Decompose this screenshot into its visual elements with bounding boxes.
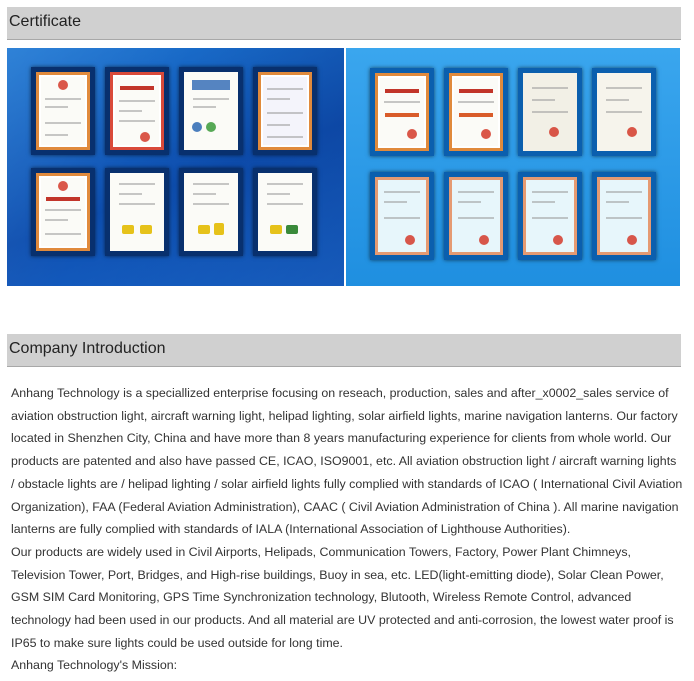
certificate-thumbnail <box>31 168 95 256</box>
certificate-thumbnail <box>518 68 582 156</box>
certificate-thumbnail <box>179 168 243 256</box>
company-intro-body <box>11 382 683 677</box>
certificate-section-header <box>7 7 681 40</box>
certificate-thumbnail <box>370 172 434 260</box>
certificate-thumbnail <box>370 68 434 156</box>
certificates-image-left <box>7 48 344 286</box>
certificates-image-right <box>346 48 680 286</box>
company-intro-section-title: Company Introduction <box>9 340 166 357</box>
certificate-section-title: Certificate <box>9 13 82 30</box>
certificate-thumbnail <box>31 67 95 155</box>
certificate-thumbnail <box>444 172 508 260</box>
certificate-thumbnail <box>592 172 656 260</box>
certificate-thumbnail <box>518 172 582 260</box>
certificate-thumbnail <box>592 68 656 156</box>
company-intro-section-header <box>7 334 681 367</box>
certificate-thumbnail <box>253 168 317 256</box>
certificate-thumbnail <box>444 68 508 156</box>
company-intro-paragraph: Our products are widely used in Civil Airports, Helipads, Communication Towers, Factory, Power Plant Chimneys, Television Tower, Port, Bridges, and High-rise buildings, Buoy in sea, etc. LED(light-emitting diode), Solar Clean Power, GSM SIM Card Monitoring, GPS Time Synchronization technology, Blutooth, Wireless Remote Control, advanced technology had been used in our products. And all material are UV protected and anti-corrosion, the lowest water proof is IP65 to make sure lights could be used outside for long time. <box>11 544 674 650</box>
certificate-thumbnail <box>253 67 317 155</box>
certificate-thumbnail <box>105 168 169 256</box>
certificate-thumbnail <box>105 67 169 155</box>
certificate-thumbnail <box>179 67 243 155</box>
company-mission-heading: Anhang Technology's Mission: <box>11 658 178 673</box>
company-intro-paragraph: Anhang Technology is a speciallized enterprise focusing on reseach, production, sales and after_x0002_sales service of aviation obstruction light, aircraft warning light, helipad lighting, solar airfield lights, marine navigation lanterns. Our factory located in Shenzhen City, China and have more than 8 years manufacturing experience for clients from whole world. Our products are patented and also have passed CE, ICAO, ISO9001, etc. All aviation obstruction light / aircraft warning lights / obstacle lights are / helipad lighting / solar airfield lights fully complied with standards of ICAO ( International Civil Aviation Organization), FAA (Federal Aviation Administration), CAAC ( Civil Aviation Administration of China ). All marine navigation lanterns are fully complied with standards of IALA (International Association of Lighthouse Authorities). <box>11 386 683 537</box>
